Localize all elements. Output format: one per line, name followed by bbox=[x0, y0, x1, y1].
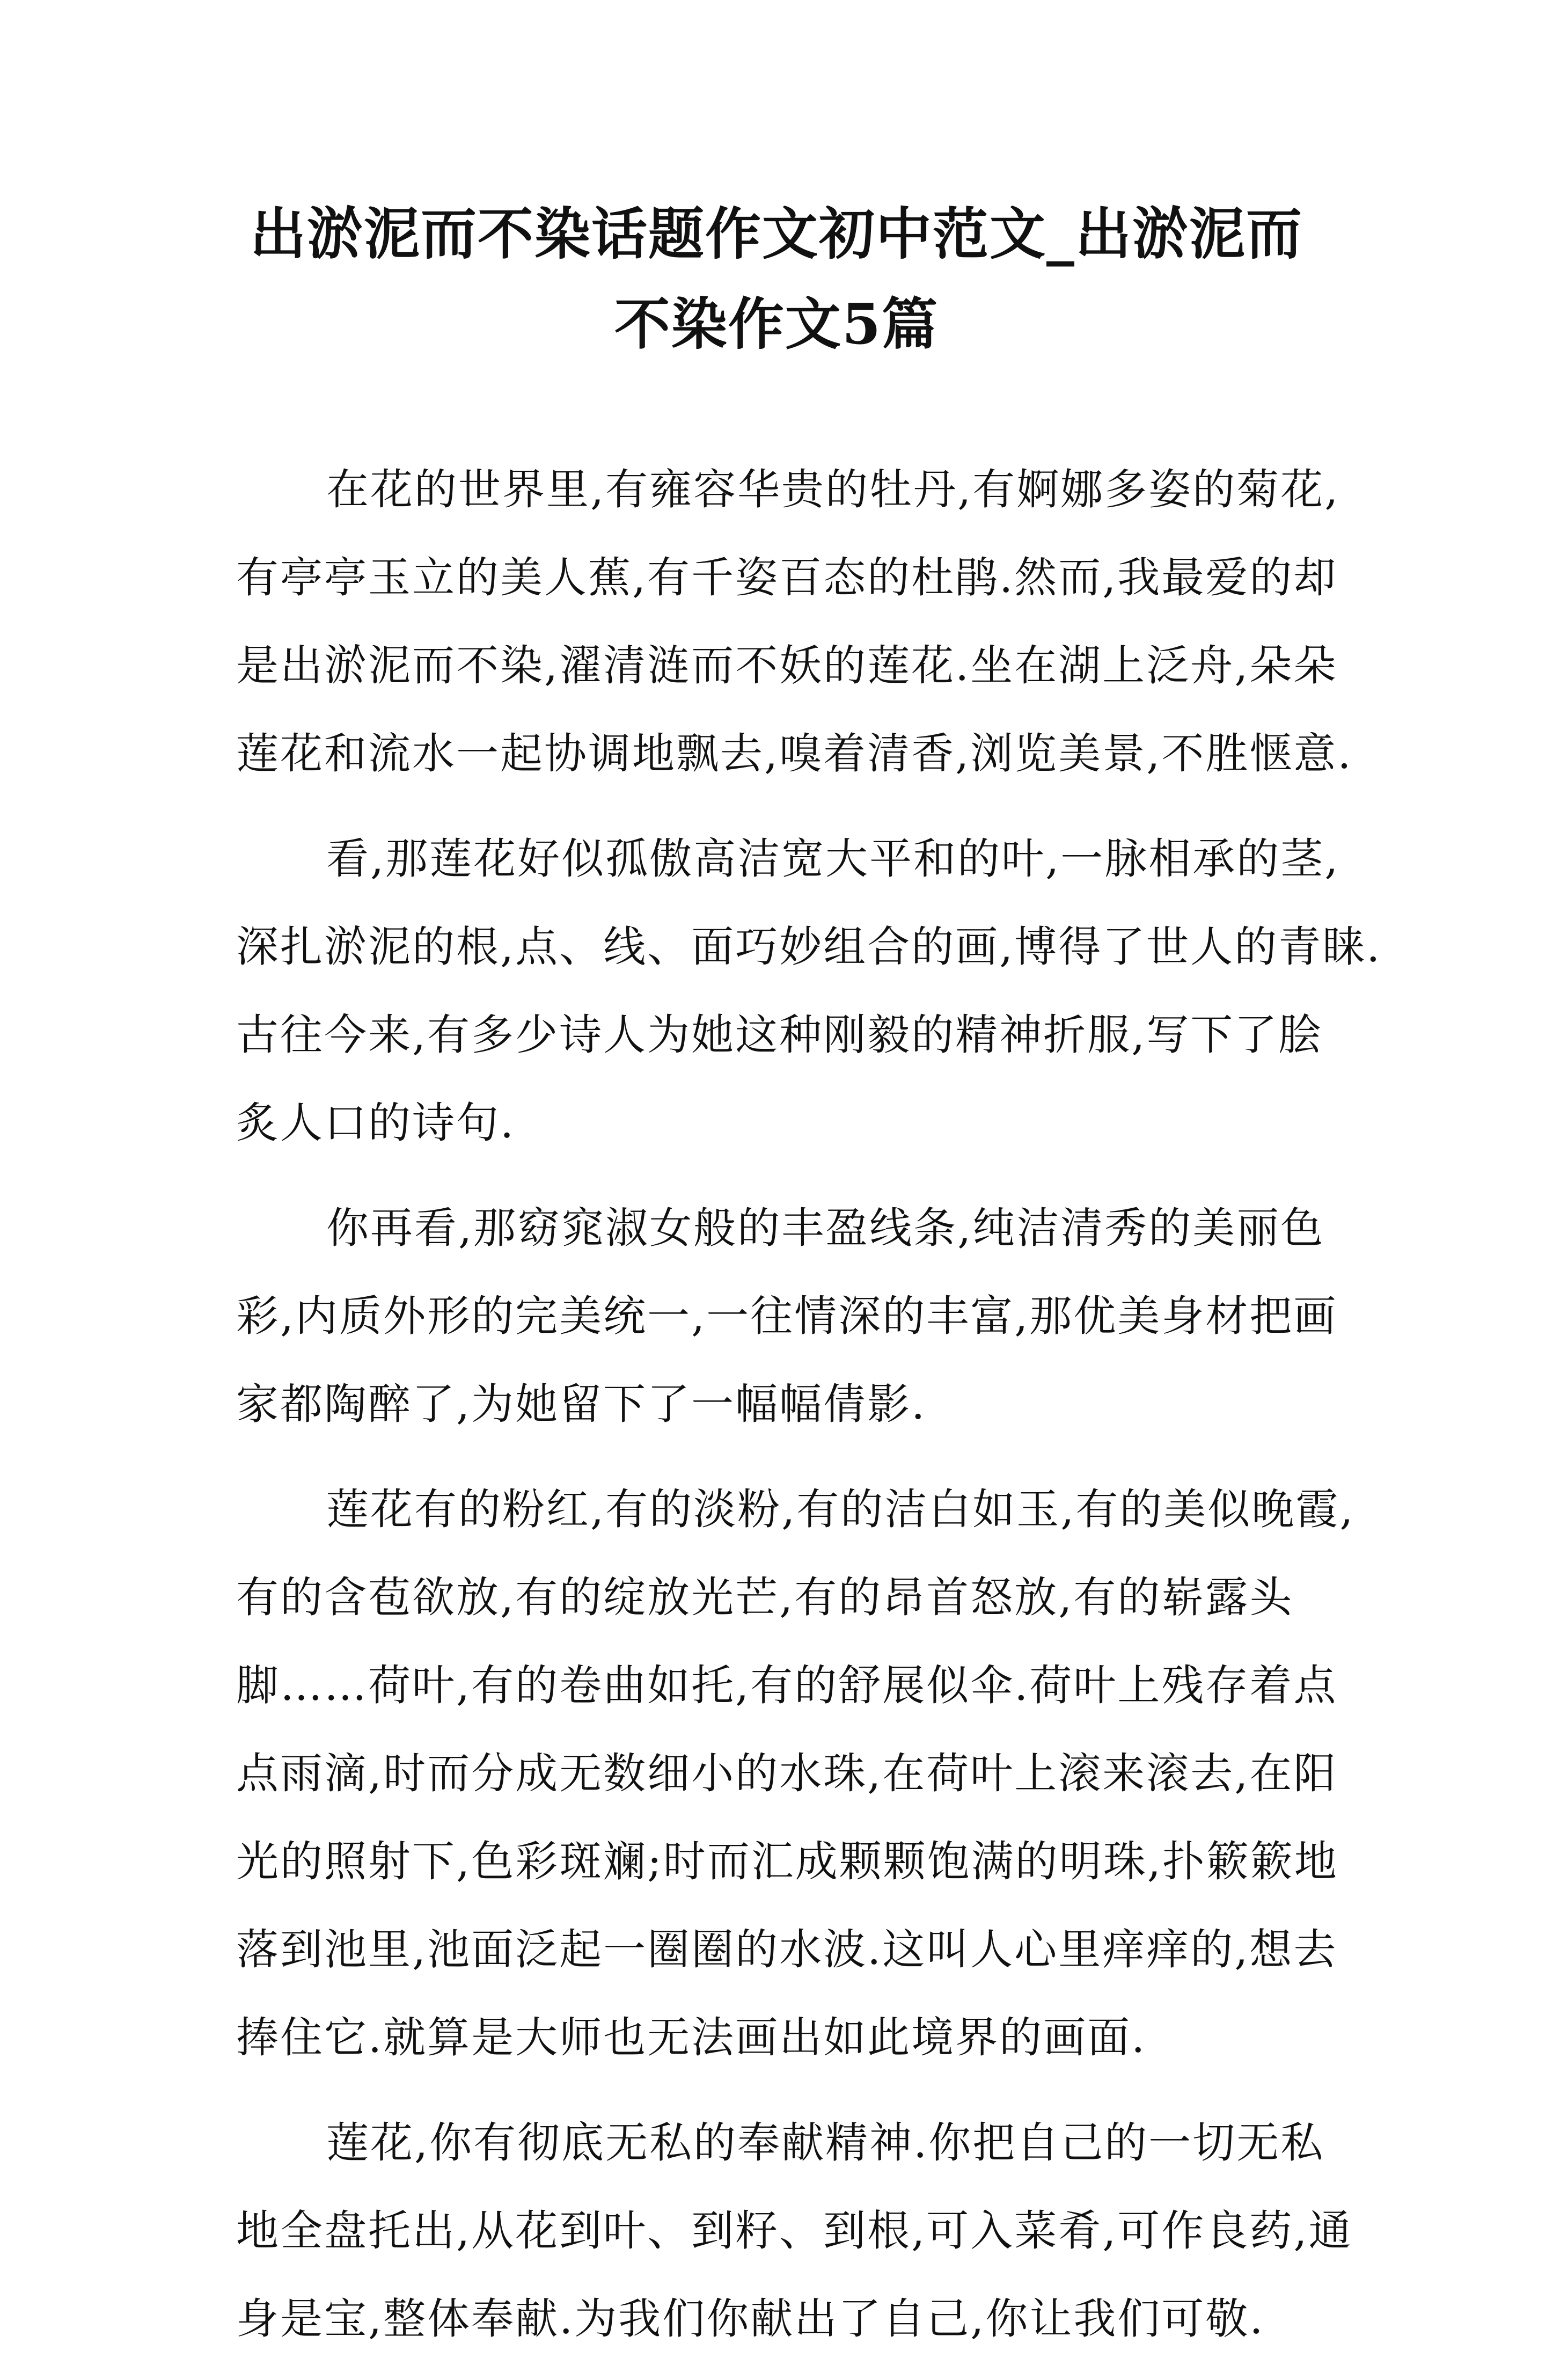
paragraph-line: 脚……荷叶,有的卷曲如托,有的舒展似伞.荷叶上残存着点 bbox=[236, 1661, 1338, 1710]
paragraph-line: 是出淤泥而不染,濯清涟而不妖的莲花.坐在湖上泛舟,朵朵 bbox=[236, 641, 1338, 690]
paragraph-line: 落到池里,池面泛起一圈圈的水波.这叫人心里痒痒的,想去 bbox=[236, 1925, 1338, 1974]
paragraph-line: 彩,内质外形的完美统一,一往情深的丰富,那优美身材把画 bbox=[236, 1291, 1338, 1341]
paragraph-line: 在花的世界里,有雍容华贵的牡丹,有婀娜多姿的菊花, bbox=[326, 465, 1340, 514]
paragraph-line: 莲花,你有彻底无私的奉献精神.你把自己的一切无私 bbox=[326, 2118, 1325, 2167]
paragraph-line: 点雨滴,时而分成无数细小的水珠,在荷叶上滚来滚去,在阳 bbox=[236, 1749, 1338, 1798]
paragraph-line: 捧住它.就算是大师也无法画出如此境界的画面. bbox=[236, 2013, 1147, 2062]
paragraph-line: 古往今来,有多少诗人为她这种刚毅的精神折服,写下了脍 bbox=[236, 1010, 1323, 1060]
paragraph-2 bbox=[236, 815, 1382, 1167]
paragraph-line: 光的照射下,色彩斑斓;时而汇成颗颗饱满的明珠,扑簌簌地 bbox=[236, 1837, 1338, 1886]
paragraph-line: 有亭亭玉立的美人蕉,有千姿百态的杜鹃.然而,我最爱的却 bbox=[236, 553, 1338, 602]
paragraph-line: 深扎淤泥的根,点、线、面巧妙组合的画,博得了世人的青睐. bbox=[236, 922, 1382, 972]
paragraph-3 bbox=[236, 1184, 1338, 1448]
paragraph-line: 看,那莲花好似孤傲高洁宽大平和的叶,一脉相承的茎, bbox=[326, 834, 1340, 884]
paragraph-1 bbox=[236, 446, 1353, 798]
paragraph-line: 你再看,那窈窕淑女般的丰盈线条,纯洁清秀的美丽色 bbox=[326, 1203, 1325, 1253]
title-line: 出淤泥而不染话题作文初中范文_出淤泥而 bbox=[250, 201, 1303, 267]
paragraph-5 bbox=[236, 2099, 1353, 2363]
paragraph-line: 莲花和流水一起协调地飘去,嗅着清香,浏览美景,不胜惬意. bbox=[236, 729, 1353, 778]
paragraph-line: 身是宝,整体奉献.为我们你献出了自己,你让我们可敬. bbox=[236, 2294, 1265, 2344]
title-line: 不染作文5篇 bbox=[614, 291, 939, 357]
paragraph-line: 地全盘托出,从花到叶、到籽、到根,可入菜肴,可作良药,通 bbox=[236, 2206, 1353, 2255]
paragraph-4 bbox=[236, 1465, 1355, 2082]
paragraph-line: 有的含苞欲放,有的绽放光芒,有的昂首怒放,有的崭露头 bbox=[236, 1573, 1294, 1622]
document-title bbox=[236, 189, 1317, 369]
paragraph-line: 家都陶醉了,为她留下了一幅幅倩影. bbox=[236, 1379, 927, 1429]
document-body bbox=[236, 446, 1382, 2380]
paragraph-line: 炙人口的诗句. bbox=[236, 1098, 516, 1148]
paragraph-line: 莲花有的粉红,有的淡粉,有的洁白如玉,有的美似晚霞, bbox=[326, 1485, 1355, 1534]
